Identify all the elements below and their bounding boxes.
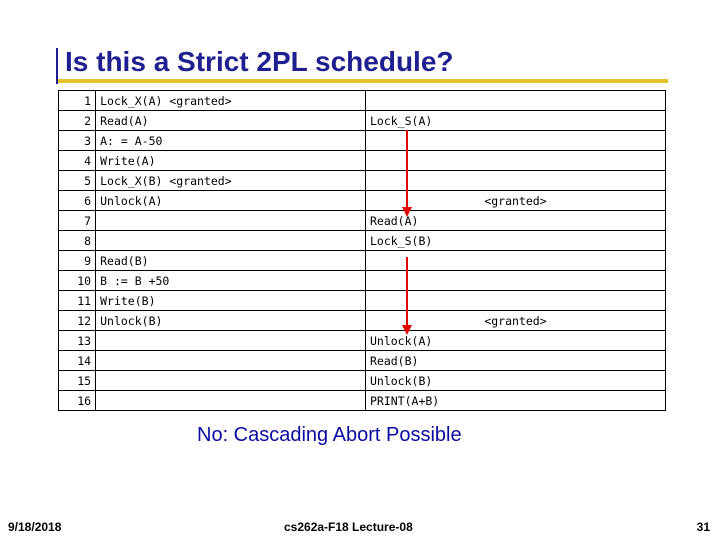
txn1-op — [96, 371, 366, 391]
schedule-row — [59, 351, 666, 371]
schedule-row — [59, 211, 666, 231]
schedule-row — [59, 191, 666, 211]
step-number: 8 — [59, 231, 96, 251]
footer-page-number: 31 — [696, 520, 710, 534]
schedule-row — [59, 311, 666, 331]
schedule-row — [59, 291, 666, 311]
schedule-row — [59, 331, 666, 351]
txn2-op: Lock_S(B) — [365, 231, 665, 251]
txn1-op — [96, 331, 366, 351]
txn1-op: Write(B) — [96, 291, 366, 311]
txn2-op: Unlock(B) — [365, 371, 665, 391]
step-number: 1 — [59, 91, 96, 111]
txn2-op — [365, 271, 665, 291]
step-number: 10 — [59, 271, 96, 291]
txn1-op — [96, 351, 366, 371]
txn2-op: <granted> — [365, 311, 665, 331]
schedule-row — [59, 271, 666, 291]
schedule-row — [59, 111, 666, 131]
step-number: 4 — [59, 151, 96, 171]
txn2-op — [365, 171, 665, 191]
schedule-row — [59, 251, 666, 271]
txn2-op — [365, 131, 665, 151]
step-number: 5 — [59, 171, 96, 191]
title-underline — [58, 79, 668, 83]
schedule-row — [59, 231, 666, 251]
step-number: 15 — [59, 371, 96, 391]
txn2-op — [365, 291, 665, 311]
txn1-op: Unlock(A) — [96, 191, 366, 211]
txn1-op: Read(A) — [96, 111, 366, 131]
txn1-op — [96, 231, 366, 251]
footer-course: cs262a-F18 Lecture-08 — [284, 520, 413, 534]
schedule-row — [59, 131, 666, 151]
step-number: 9 — [59, 251, 96, 271]
txn1-op: Lock_X(B) <granted> — [96, 171, 366, 191]
step-number: 11 — [59, 291, 96, 311]
step-number: 2 — [59, 111, 96, 131]
schedule-row — [59, 371, 666, 391]
footer-date: 9/18/2018 — [8, 520, 62, 534]
txn1-op: Lock_X(A) <granted> — [96, 91, 366, 111]
step-number: 7 — [59, 211, 96, 231]
txn1-op: Write(A) — [96, 151, 366, 171]
schedule-row — [59, 91, 666, 111]
conclusion-text: No: Cascading Abort Possible — [197, 424, 462, 446]
schedule-row — [59, 391, 666, 411]
txn2-op: Unlock(A) — [365, 331, 665, 351]
txn1-op: Read(B) — [96, 251, 366, 271]
txn1-op: A: = A-50 — [96, 131, 366, 151]
step-number: 13 — [59, 331, 96, 351]
schedule-row — [59, 151, 666, 171]
step-number: 14 — [59, 351, 96, 371]
step-number: 6 — [59, 191, 96, 211]
txn1-op: B := B +50 — [96, 271, 366, 291]
txn2-op — [365, 151, 665, 171]
step-number: 3 — [59, 131, 96, 151]
txn2-op: PRINT(A+B) — [365, 391, 665, 411]
txn2-op: Lock_S(A) — [365, 111, 665, 131]
step-number: 12 — [59, 311, 96, 331]
step-number: 16 — [59, 391, 96, 411]
txn2-op: Read(A) — [365, 211, 665, 231]
txn1-op — [96, 391, 366, 411]
txn1-op — [96, 211, 366, 231]
txn2-op — [365, 251, 665, 271]
schedule-table — [58, 90, 666, 411]
schedule-row — [59, 171, 666, 191]
txn2-op: Read(B) — [365, 351, 665, 371]
txn2-op: <granted> — [365, 191, 665, 211]
txn2-op — [365, 91, 665, 111]
page-title: Is this a Strict 2PL schedule? — [65, 46, 454, 77]
txn1-op: Unlock(B) — [96, 311, 366, 331]
